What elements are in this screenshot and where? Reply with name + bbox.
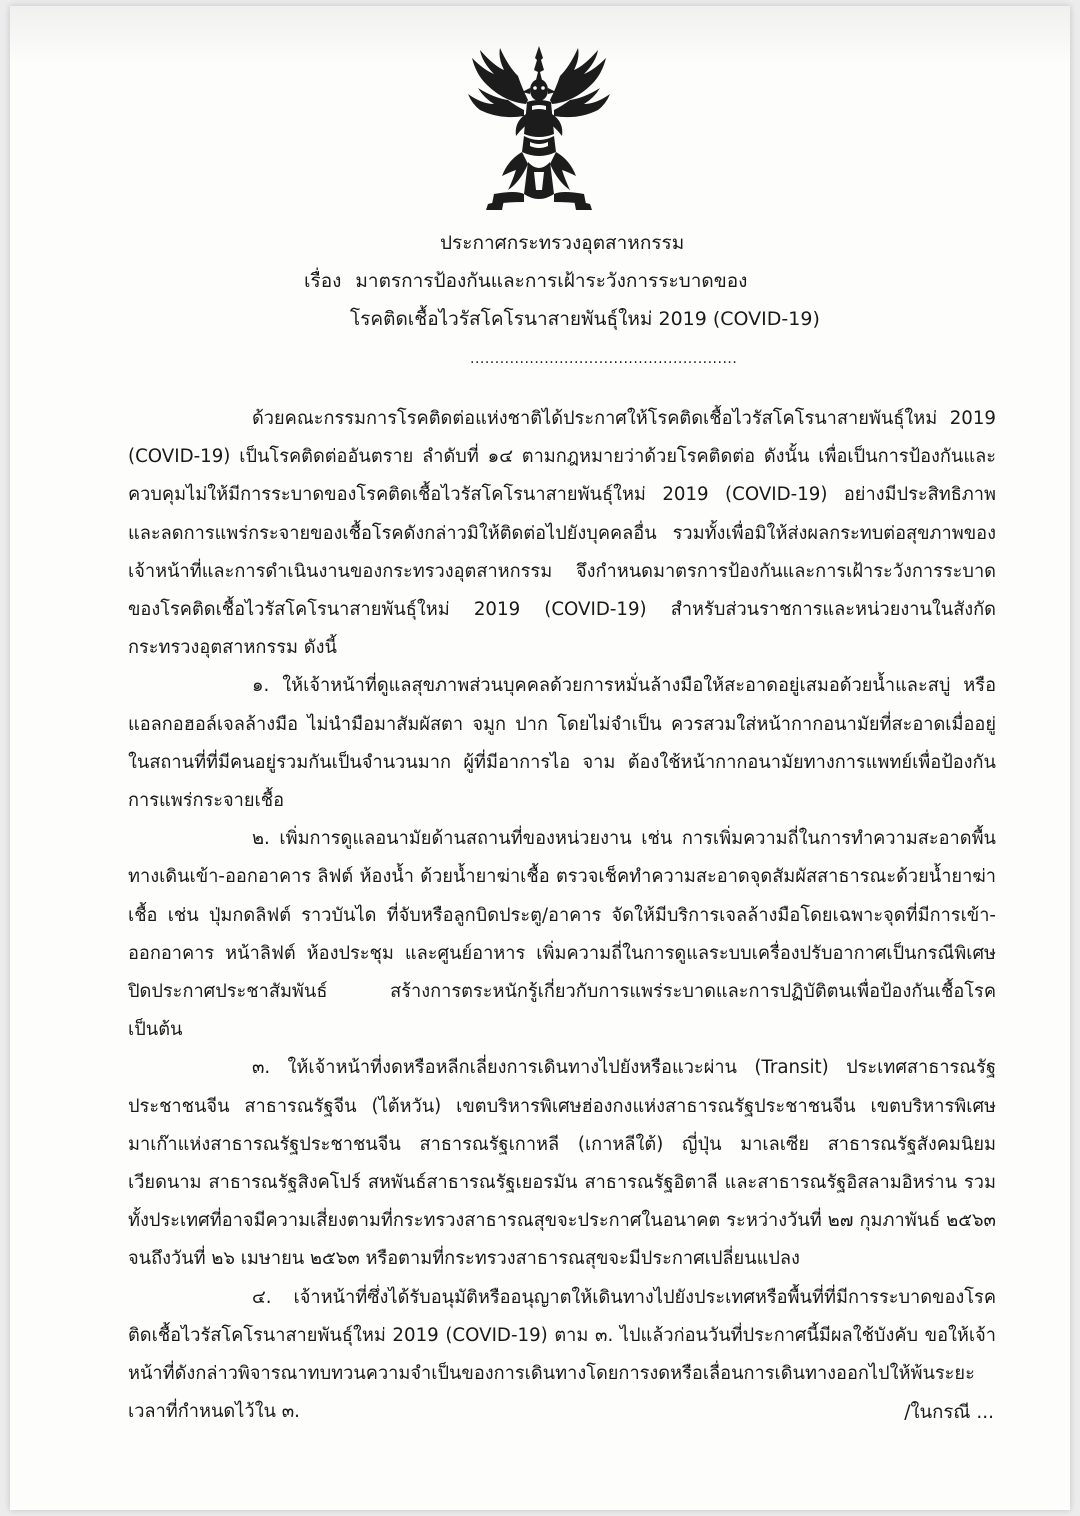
header-separator: ...................................................... [470,351,738,367]
subject-text-line2: โรคติดเชื้อไวรัสโคโรนาสายพันธุ์ใหม่ 2019 (COVID-19) [350,308,820,330]
document-page [10,6,1070,1510]
continuation-marker: /ในกรณี ... [904,1402,994,1423]
announcement-title: ประกาศกระทรวงอุตสาหกรรม [440,232,685,254]
paragraph-item-4: ๔. เจ้าหน้าที่ซึ่งได้รับอนุมัติหรืออนุญาตให้เดินทางไปยังประเทศหรือพื้นที่ที่มีการระบาดของโรคติดเชื้อไวรัสโคโรนาสายพันธุ์ใหม่ 2019 (COVID-19) ตาม ๓. ไปแล้วก่อนวันที่ประกาศนี้มีผลใช้บังคับ ขอให้เจ้าหน้าที่ดังกล่าวพิจารณาทบทวนความจำเป็นของการเดินทางโดยการงดหรือเลื่อนการเดินทางออกไปให้พ้นระยะเวลาที่กำหนดไว้ใน ๓. [128,1286,996,1423]
document-body [128,400,996,1431]
subject-text-line1: มาตรการป้องกันและการเฝ้าระวังการระบาดของ [355,270,748,292]
garuda-emblem-icon [464,44,614,212]
paragraph-item-2: ๒. เพิ่มการดูแลอนามัยด้านสถานที่ของหน่วยงาน เช่น การเพิ่มความถี่ในการทำความสะอาดพื้นทางเดินเข้า-ออกอาคาร ลิฟต์ ห้องน้ำ ด้วยน้ำยาฆ่าเชื้อ ตรวจเช็คทำความสะอาดจุดสัมผัสสาธารณะด้วยน้ำยาฆ่าเชื้อ เช่น ปุ่มกดลิฟต์ ราวบันได ที่จับหรือลูกบิดประตู/อาคาร จัดให้มีบริการเจลล้างมือโดยเฉพาะจุดที่มีการเข้า-ออกอาคาร หน้าลิฟต์ ห้องประชุม และศูนย์อาหาร เพิ่มความถี่ในการดูแลระบบเครื่องปรับอากาศเป็นกรณีพิเศษ ปิดประกาศประชาสัมพันธ์ สร้างการตระหนักรู้เกี่ยวกับการแพร่ระบาดและการปฏิบัติตนเพื่อป้องกันเชื้อโรค เป็นต้น [128,828,996,1041]
subject-line [304,262,747,300]
subject-label: เรื่อง [304,270,342,292]
paragraph-item-1: ๑. ให้เจ้าหน้าที่ดูแลสุขภาพส่วนบุคคลด้วยการหมั่นล้างมือให้สะอาดอยู่เสมอด้วยน้ำและสบู่ หรือแอลกอฮอล์เจลล้างมือ ไม่นำมือมาสัมผัสตา จมูก ปาก โดยไม่จำเป็น ควรสวมใส่หน้ากากอนามัยที่สะอาดเมื่ออยู่ในสถานที่ที่มีคนอยู่รวมกันเป็นจำนวนมาก ผู้ที่มีอาการไอ จาม ต้องใช้หน้ากากอนามัยทางการแพทย์เพื่อป้องกันการแพร่กระจายเชื้อ [128,675,996,812]
paragraph-intro: ด้วยคณะกรรมการโรคติดต่อแห่งชาติได้ประกาศให้โรคติดเชื้อไวรัสโคโรนาสายพันธุ์ใหม่ 2019 (COVID-19) เป็นโรคติดต่ออันตราย ลำดับที่ ๑๔ ตามกฎหมายว่าด้วยโรคติดต่อ ดังนั้น เพื่อเป็นการป้องกันและควบคุมไม่ให้มีการระบาดของโรคติดเชื้อไวรัสโคโรนาสายพันธุ์ใหม่ 2019 (COVID-19) อย่างมีประสิทธิภาพ และลดการแพร่กระจายของเชื้อโรคดังกล่าวมิให้ติดต่อไปยังบุคคลอื่น รวมทั้งเพื่อมิให้ส่งผลกระทบต่อสุขภาพของเจ้าหน้าที่และการดำเนินงานของกระทรวงอุตสาหกรรม จึงกำหนดมาตรการป้องกันและการเฝ้าระวังการระบาดของโรคติดเชื้อไวรัสโคโรนาสายพันธุ์ใหม่ 2019 (COVID-19) สำหรับส่วนราชการและหน่วยงานในสังกัดกระทรวงอุตสาหกรรม ดังนี้ [128,408,996,659]
paragraph-item-3: ๓. ให้เจ้าหน้าที่งดหรือหลีกเลี่ยงการเดินทางไปยังหรือแวะผ่าน (Transit) ประเทศสาธารณรัฐประชาชนจีน สาธารณรัฐจีน (ไต้หวัน) เขตบริหารพิเศษฮ่องกงแห่งสาธารณรัฐประชาชนจีน เขตบริหารพิเศษมาเก๊าแห่งสาธารณรัฐประชาชนจีน สาธารณรัฐเกาหลี (เกาหลีใต้) ญี่ปุ่น มาเลเซีย สาธารณรัฐสังคมนิยมเวียดนาม สาธารณรัฐสิงคโปร์ สหพันธ์สาธารณรัฐเยอรมัน สาธารณรัฐอิตาลี และสาธารณรัฐอิสลามอิหร่าน รวมทั้งประเทศที่อาจมีความเสี่ยงตามที่กระทรวงสาธารณสุขจะประกาศในอนาคต ระหว่างวันที่ ๒๗ กุมภาพันธ์ ๒๕๖๓ จนถึงวันที่ ๒๖ เมษายน ๒๕๖๓ หรือตามที่กระทรวงสาธารณสุขจะมีประกาศเปลี่ยนแปลง [128,1057,996,1270]
